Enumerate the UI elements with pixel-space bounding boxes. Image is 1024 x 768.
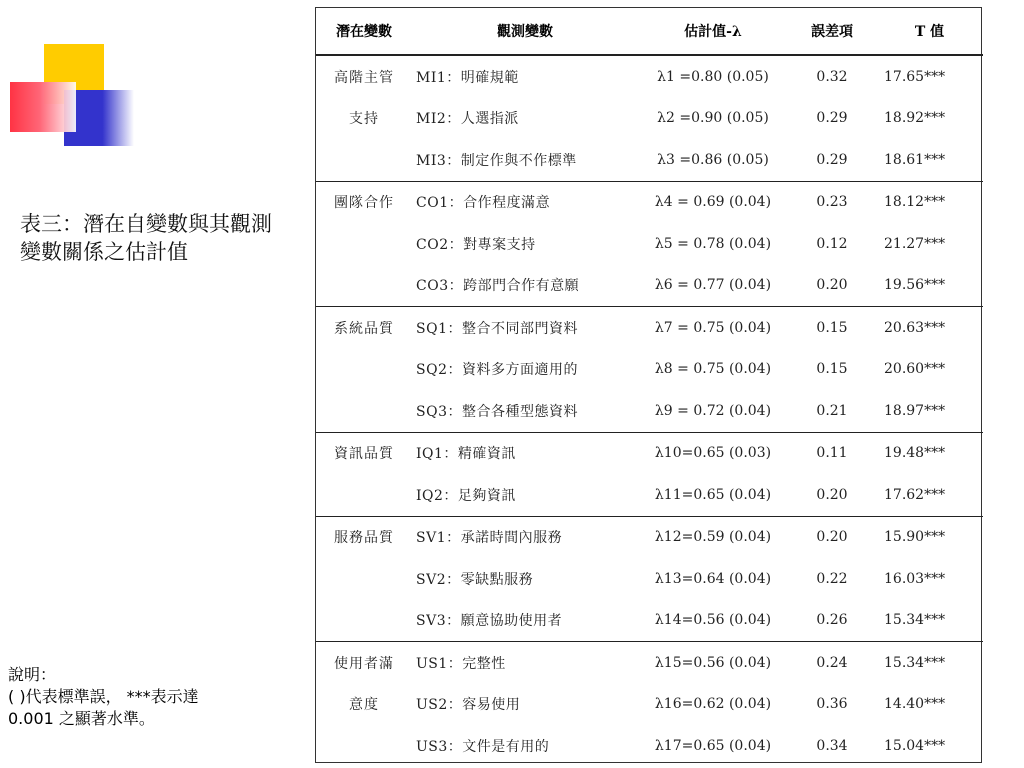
latent-cell	[316, 390, 412, 432]
latent-cell	[316, 600, 412, 642]
estimate-cell: λ9 = 0.72 (0.04)	[654, 402, 772, 419]
latent-cell	[316, 725, 412, 767]
error-cell: 0.32	[816, 68, 848, 85]
latent-cell	[316, 349, 412, 391]
error-cell: 0.20	[816, 277, 848, 294]
observed-cell: SQ1：整合不同部門資料	[412, 307, 638, 349]
t-value-cell: 15.04***	[884, 737, 946, 754]
estimate-cell: λ10=0.65 (0.03)	[638, 432, 788, 474]
error-cell: 0.15	[816, 361, 848, 378]
error-cell: 0.20	[788, 516, 876, 558]
estimate-cell: λ12=0.59 (0.04)	[638, 516, 788, 558]
error-cell: 0.23	[788, 181, 876, 223]
observed-cell: US2：容易使用	[416, 697, 521, 714]
t-value-cell: 18.97***	[884, 402, 946, 419]
t-value-cell: 17.62***	[884, 486, 946, 503]
estimate-cell: λ6 = 0.77 (0.04)	[654, 277, 772, 294]
t-value-cell: 18.92***	[884, 110, 946, 127]
estimates-table-container	[315, 7, 982, 763]
table-row	[316, 265, 983, 307]
t-value-cell: 20.63***	[876, 307, 983, 349]
error-cell: 0.36	[816, 696, 848, 713]
table-caption: 表三：潛在自變數與其觀測變數關係之估計值	[20, 212, 272, 264]
observed-cell: CO2：對專案支持	[416, 236, 536, 253]
t-value-cell: 15.34***	[884, 612, 946, 629]
estimate-cell: λ2 =0.90 (0.05)	[657, 110, 769, 127]
error-cell: 0.15	[788, 307, 876, 349]
latent-cell	[316, 223, 412, 265]
table-row	[316, 98, 983, 140]
observed-cell: MI3：制定作與不作標準	[416, 152, 577, 169]
observed-cell: MI1：明確規範	[416, 69, 519, 86]
header-observed-variable: 觀測變數	[412, 8, 638, 55]
error-cell: 0.29	[816, 151, 848, 168]
observed-cell: MI2：人選指派	[416, 111, 519, 128]
table-row	[316, 725, 983, 767]
observed-cell: IQ2：足夠資訊	[416, 487, 516, 504]
estimate-cell: λ11=0.65 (0.04)	[654, 486, 772, 503]
estimate-cell: λ8 = 0.75 (0.04)	[654, 361, 772, 378]
t-value-cell: 19.48***	[876, 432, 983, 474]
latent-cell: 系統品質	[316, 307, 412, 349]
estimate-cell: λ5 = 0.78 (0.04)	[654, 235, 772, 252]
table-header-row	[316, 8, 983, 55]
note-title: 說明：	[8, 665, 57, 684]
t-value-cell: 21.27***	[884, 235, 946, 252]
error-cell: 0.24	[788, 642, 876, 684]
table-row	[316, 181, 983, 223]
note	[8, 664, 298, 730]
t-value-cell: 15.90***	[876, 516, 983, 558]
estimate-cell: λ1 =0.80 (0.05)	[657, 68, 769, 85]
table-row	[316, 474, 983, 516]
table-row	[316, 390, 983, 432]
t-value-cell: 18.61***	[884, 151, 946, 168]
estimate-cell: λ15=0.56 (0.04)	[638, 642, 788, 684]
decorative-square-red	[10, 82, 76, 132]
estimate-cell: λ7 = 0.75 (0.04)	[638, 307, 788, 349]
header-error-term: 誤差項	[788, 8, 876, 55]
latent-cell: 支持	[349, 111, 379, 128]
estimate-cell: λ13=0.64 (0.04)	[654, 570, 772, 587]
header-latent-variable: 潛在變數	[316, 8, 412, 55]
error-cell: 0.11	[788, 432, 876, 474]
t-value-cell: 17.65***	[884, 68, 946, 85]
error-cell: 0.26	[816, 612, 848, 629]
note-line: ( )代表標準誤， ***表示達	[8, 687, 199, 706]
t-value-cell: 16.03***	[884, 570, 946, 587]
observed-cell: US1：完整性	[412, 642, 638, 684]
header-estimate: 估計值-λ	[638, 8, 788, 55]
latent-cell	[316, 558, 412, 600]
note-line: 0.001 之顯著水準。	[8, 709, 155, 728]
latent-cell	[316, 474, 412, 516]
table-row	[316, 55, 983, 98]
t-value-cell: 19.56***	[884, 277, 946, 294]
estimate-cell: λ3 =0.86 (0.05)	[657, 151, 769, 168]
table-row	[316, 516, 983, 558]
error-cell: 0.21	[816, 402, 848, 419]
observed-cell: IQ1：精確資訊	[412, 432, 638, 474]
observed-cell: SV1：承諾時間內服務	[412, 516, 638, 558]
table-row	[316, 432, 983, 474]
table-row	[316, 307, 983, 349]
table-row	[316, 139, 983, 181]
error-cell: 0.34	[816, 737, 848, 754]
observed-cell: SV3：願意協助使用者	[416, 613, 563, 630]
error-cell: 0.20	[816, 486, 848, 503]
table-row	[316, 642, 983, 684]
observed-cell: US3：文件是有用的	[416, 738, 550, 755]
error-cell: 0.29	[816, 110, 848, 127]
table-row	[316, 684, 983, 726]
error-cell: 0.12	[816, 235, 848, 252]
latent-cell: 資訊品質	[316, 432, 412, 474]
observed-cell: SQ2：資料多方面適用的	[416, 362, 578, 379]
latent-cell: 團隊合作	[316, 181, 412, 223]
latent-cell: 意度	[349, 697, 379, 714]
latent-cell	[316, 265, 412, 307]
estimates-table	[316, 8, 983, 767]
table-row	[316, 223, 983, 265]
observed-cell: CO1：合作程度滿意	[412, 181, 638, 223]
observed-cell: CO3：跨部門合作有意願	[416, 278, 580, 295]
t-value-cell: 15.34***	[876, 642, 983, 684]
estimate-cell: λ14=0.56 (0.04)	[654, 612, 772, 629]
estimate-cell: λ4 = 0.69 (0.04)	[638, 181, 788, 223]
table-row	[316, 349, 983, 391]
t-value-cell: 14.40***	[884, 696, 946, 713]
t-value-cell: 18.12***	[876, 181, 983, 223]
observed-cell: SV2：零缺點服務	[416, 571, 534, 588]
table-row	[316, 600, 983, 642]
latent-cell: 服務品質	[316, 516, 412, 558]
latent-cell	[316, 139, 412, 181]
t-value-cell: 20.60***	[884, 361, 946, 378]
table-row	[316, 558, 983, 600]
estimate-cell: λ17=0.65 (0.04)	[654, 737, 772, 754]
estimate-cell: λ16=0.62 (0.04)	[654, 696, 772, 713]
header-t-value: T 值	[876, 8, 983, 55]
latent-cell: 高階主管	[334, 69, 394, 86]
latent-cell: 使用者滿	[316, 642, 412, 684]
error-cell: 0.22	[816, 570, 848, 587]
observed-cell: SQ3：整合各種型態資料	[416, 403, 578, 420]
